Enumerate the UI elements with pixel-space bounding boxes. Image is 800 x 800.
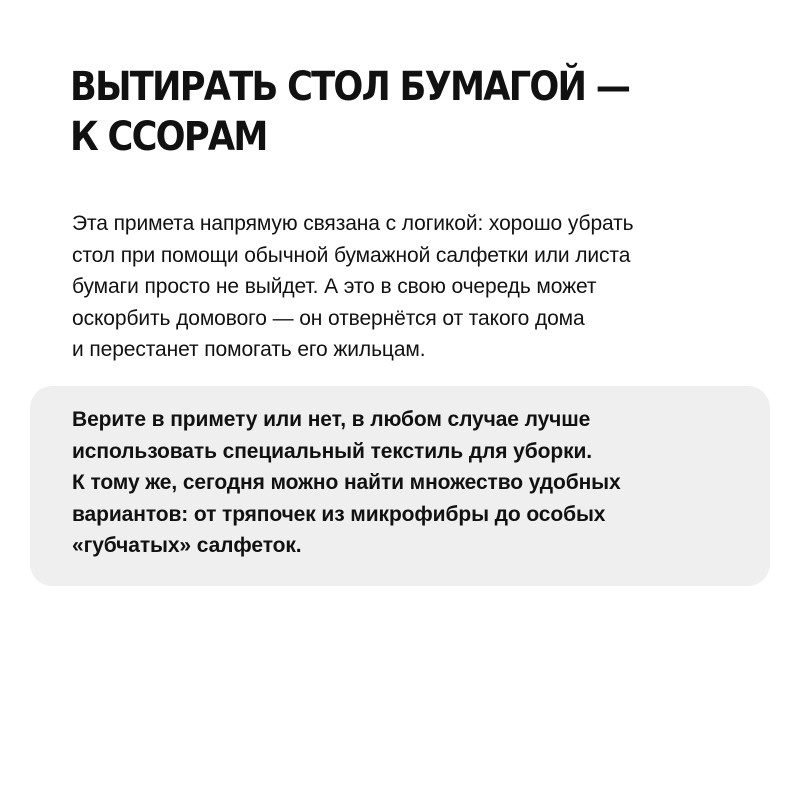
body-line-4: оскорбить домового — он отвернётся от такого дома [72,306,585,330]
callout-paragraph [72,404,752,562]
callout-line-2: использовать специальный текстиль для уборки. [72,439,593,463]
body-line-5: и перестанет помогать его жильцам. [72,338,426,361]
title-line-2: К ССОРАМ [70,114,267,160]
title-line-1: ВЫТИРАТЬ СТОЛ БУМАГОЙ — [70,64,630,110]
callout-line-3: К тому же, сегодня можно найти множество удобных [72,471,621,494]
callout-line-1: Верите в примету или нет, в любом случае лучше [72,408,591,431]
body-line-2: стол при помощи обычной бумажной салфетки или листа [72,243,631,267]
callout-line-5: «губчатых» салфеток. [72,534,302,557]
callout-line-4: вариантов: от тряпочек из микрофибры до особых [72,502,606,526]
body-line-1: Эта примета напрямую связана с логикой: хорошо убрать [72,212,634,235]
page-title [70,62,651,162]
callout-box [30,386,770,586]
body-line-3: бумаги просто не выйдет. А это в свою очередь может [72,275,597,298]
body-paragraph [72,208,732,366]
